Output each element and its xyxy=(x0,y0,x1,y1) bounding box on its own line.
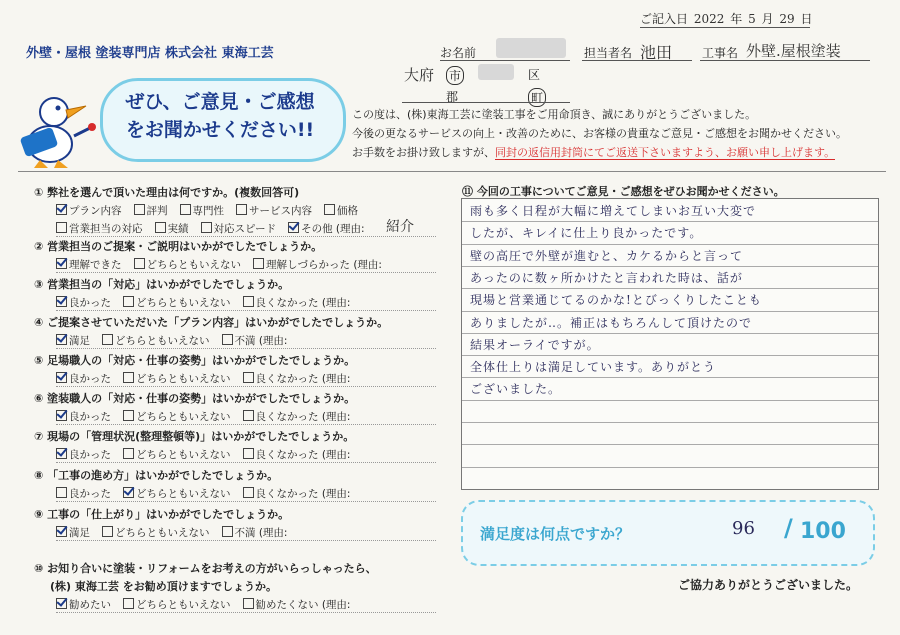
reason-underline xyxy=(56,310,436,311)
comment-rule xyxy=(462,266,878,267)
question-2-options xyxy=(56,257,394,272)
option-checkbox[interactable] xyxy=(243,411,351,423)
option-checkbox[interactable] xyxy=(123,297,231,309)
checked-box-icon xyxy=(56,204,67,215)
empty-box-icon xyxy=(243,448,254,459)
comment-rule xyxy=(462,244,878,245)
option-label: 良かった xyxy=(69,297,111,309)
comment-line: あったのに数ヶ所かけたと言われた時は、話が xyxy=(470,271,743,285)
option-checkbox[interactable] xyxy=(324,205,358,217)
staff-underline xyxy=(582,60,692,61)
comment-line: したが、キレイに仕上り良かったです。 xyxy=(470,226,703,240)
option-checkbox[interactable] xyxy=(243,599,351,611)
option-checkbox[interactable] xyxy=(56,223,143,235)
reason-underline xyxy=(56,236,436,237)
question-3-options xyxy=(56,295,362,310)
date-underline xyxy=(640,27,810,28)
option-checkbox[interactable] xyxy=(56,411,111,423)
callout-text: ぜひ、ご意見・ご感想 をお聞かせください!! xyxy=(125,91,315,141)
option-checkbox[interactable] xyxy=(123,449,231,461)
address-underline xyxy=(402,102,570,103)
empty-box-icon xyxy=(253,258,264,269)
date-day[interactable]: 29 xyxy=(779,12,795,26)
reason-underline xyxy=(56,424,436,425)
name-label: お名前 xyxy=(440,46,477,60)
empty-box-icon xyxy=(102,526,113,537)
empty-box-icon xyxy=(222,334,233,345)
option-label: プラン内容 xyxy=(69,205,122,217)
checked-box-icon xyxy=(288,222,299,233)
question-8-options xyxy=(56,486,362,501)
comment-line: 現場と営業通じてるのかな!とびっくりしたことも xyxy=(470,293,762,307)
satisfaction-slash: / xyxy=(784,514,793,542)
reason-underline xyxy=(56,501,436,502)
date-month[interactable]: 5 xyxy=(748,12,756,26)
reason-underline xyxy=(56,386,436,387)
checked-box-icon xyxy=(56,448,67,459)
option-label: 良かった xyxy=(69,411,111,423)
option-label: 価格 xyxy=(337,205,358,217)
empty-box-icon xyxy=(243,598,254,609)
empty-box-icon xyxy=(123,410,134,421)
option-label: 理解しづらかった (理由: xyxy=(266,259,382,271)
option-label: 営業担当の対応 xyxy=(69,223,143,235)
empty-box-icon xyxy=(123,296,134,307)
gun-label: 郡 xyxy=(446,90,459,104)
entry-date: ご記入日 2022 年 5 月 29 日 xyxy=(640,12,813,26)
question-1-options xyxy=(56,221,377,236)
empty-box-icon xyxy=(102,334,113,345)
comment-rule xyxy=(462,333,878,334)
option-checkbox[interactable] xyxy=(56,527,90,539)
work-underline xyxy=(700,60,870,61)
comment-rule xyxy=(462,467,878,468)
option-label: どちらともいえない xyxy=(136,373,231,385)
staff-name[interactable]: 池田 xyxy=(640,43,673,62)
option-label: 良くなかった (理由: xyxy=(255,449,351,461)
question-9-title: ⑨ 工事の「仕上がり」はいかがでしたでしょうか。 xyxy=(34,508,290,521)
staff-label: 担当者名 xyxy=(584,46,633,60)
company-name: 外壁・屋根 塗装専門店 株式会社 東海工芸 xyxy=(26,46,274,61)
option-label: どちらともいえない xyxy=(115,527,210,539)
option-label: 良かった xyxy=(69,488,111,500)
checked-box-icon xyxy=(56,526,67,537)
footer-thanks: ご協力ありがとうございました。 xyxy=(678,578,859,592)
option-checkbox[interactable] xyxy=(288,223,364,235)
comment-rule xyxy=(462,377,878,378)
city-hand[interactable]: 大府 xyxy=(404,66,435,84)
option-label: 良くなかった (理由: xyxy=(255,411,351,423)
reason-underline xyxy=(56,462,436,463)
name-redacted xyxy=(496,38,566,58)
option-label: 勧めたくない (理由: xyxy=(255,599,351,611)
name-underline xyxy=(440,60,570,61)
option-checkbox[interactable] xyxy=(155,223,189,235)
option-checkbox[interactable] xyxy=(102,335,210,347)
question-4-options xyxy=(56,333,299,348)
question-4-title: ④ ご提案させていただいた「プラン内容」はいかがでしたでしょうか。 xyxy=(34,316,389,329)
option-checkbox[interactable] xyxy=(123,373,231,385)
intro-line-2: 今後の更なるサービスの向上・改善のために、お客様の貴重なご意見・ご感想をお聞かせください。 xyxy=(352,127,847,140)
option-label: どちらともいえない xyxy=(136,297,231,309)
comment-rule xyxy=(462,355,878,356)
comments-box[interactable] xyxy=(461,198,879,490)
option-checkbox[interactable] xyxy=(243,297,351,309)
comment-rule xyxy=(462,422,878,423)
question-1-title: ① 弊社を選んで頂いた理由は何ですか。(複数回答可) xyxy=(34,186,300,199)
duck-mascot-icon xyxy=(14,88,106,170)
satisfaction-max: 100 xyxy=(800,519,846,544)
comment-rule xyxy=(462,221,878,222)
option-checkbox[interactable] xyxy=(253,259,382,271)
option-checkbox[interactable] xyxy=(102,527,210,539)
option-checkbox[interactable] xyxy=(134,205,168,217)
option-label: 不満 (理由: xyxy=(234,335,288,347)
empty-box-icon xyxy=(134,204,145,215)
empty-box-icon xyxy=(180,204,191,215)
option-label: 対応スピード xyxy=(213,223,277,235)
work-name[interactable]: 外壁.屋根塗装 xyxy=(746,42,841,60)
option-checkbox[interactable] xyxy=(56,373,111,385)
option-label: 良かった xyxy=(69,449,111,461)
checked-box-icon xyxy=(56,410,67,421)
comment-line: 結果オーライですが。 xyxy=(470,338,600,352)
option-checkbox[interactable] xyxy=(222,335,288,347)
intro-line-3: お手数をお掛け致しますが、同封の返信用封筒にてご返送下さいますよう、お願い申し上げます。 xyxy=(352,146,836,159)
option-checkbox[interactable] xyxy=(56,259,122,271)
question-1-options xyxy=(56,203,370,218)
question-7-options xyxy=(56,447,362,462)
comment-line: 雨も多く日程が大幅に増えてしまいお互い大変で xyxy=(470,204,757,218)
question-6-title: ⑥ 塗装職人の「対応・仕事の姿勢」はいかがでしたでしょうか。 xyxy=(34,392,356,405)
option-label: 良くなかった (理由: xyxy=(255,488,351,500)
comment-rule xyxy=(462,400,878,401)
question-2-title: ② 営業担当のご提案・ご説明はいかがでしたでしょうか。 xyxy=(34,240,323,253)
comment-line: 全体仕上りは満足しています。ありがとう xyxy=(470,360,717,374)
empty-box-icon xyxy=(56,487,67,498)
empty-box-icon xyxy=(201,222,212,233)
satisfaction-score[interactable]: 96 xyxy=(732,518,755,539)
comment-rule xyxy=(462,311,878,312)
checked-box-icon xyxy=(56,334,67,345)
ward-label: 区 xyxy=(528,68,541,82)
option-checkbox[interactable] xyxy=(201,223,277,235)
comment-line: ございました。 xyxy=(470,382,562,396)
option-label: 良かった xyxy=(69,373,111,385)
option-checkbox[interactable] xyxy=(222,527,288,539)
option-checkbox[interactable] xyxy=(56,335,90,347)
empty-box-icon xyxy=(123,372,134,383)
city-label: 市 xyxy=(446,66,464,85)
option-label: 専門性 xyxy=(192,205,224,217)
question-10-title-2: (株) 東海工芸 をお勧め頂けますでしょうか。 xyxy=(50,580,278,593)
option-label: 良くなかった (理由: xyxy=(255,373,351,385)
comment-line: ありましたが‥。補正はもちろんして頂けたので xyxy=(470,316,753,330)
option-checkbox[interactable] xyxy=(134,259,242,271)
satisfaction-label: 満足度は何点ですか？ xyxy=(480,525,631,543)
question-10-options xyxy=(56,597,362,612)
reason-underline xyxy=(56,272,436,273)
option-label: 良くなかった (理由: xyxy=(255,297,351,309)
option-label: 実績 xyxy=(167,223,189,235)
checked-box-icon xyxy=(56,598,67,609)
question-3-title: ③ 営業担当の「対応」はいかがでしたでしょうか。 xyxy=(34,278,290,291)
option-checkbox[interactable] xyxy=(56,297,111,309)
option-checkbox[interactable] xyxy=(236,205,312,217)
option-checkbox[interactable] xyxy=(123,599,231,611)
option-label: どちらともいえない xyxy=(136,599,231,611)
empty-box-icon xyxy=(236,204,247,215)
option-label: どちらともいえない xyxy=(115,335,210,347)
option-checkbox[interactable] xyxy=(243,449,351,461)
work-label: 工事名 xyxy=(702,46,739,60)
option-checkbox[interactable] xyxy=(56,449,111,461)
question-8-title: ⑧ 「工事の進め方」はいかがでしたでしょうか。 xyxy=(34,469,279,482)
option-label: サービス内容 xyxy=(249,205,312,217)
option-checkbox[interactable] xyxy=(56,205,122,217)
option-checkbox[interactable] xyxy=(123,411,231,423)
empty-box-icon xyxy=(222,526,233,537)
option-checkbox[interactable] xyxy=(243,373,351,385)
reason-underline xyxy=(56,348,436,349)
option-label: 満足 xyxy=(69,527,90,539)
question-5-title: ⑤ 足場職人の「対応・仕事の姿勢」はいかがでしたでしょうか。 xyxy=(34,354,356,367)
empty-box-icon xyxy=(324,204,335,215)
other-reason-note[interactable]: 紹介 xyxy=(386,219,414,235)
comment-rule xyxy=(462,444,878,445)
option-checkbox[interactable] xyxy=(56,599,111,611)
empty-box-icon xyxy=(134,258,145,269)
reason-underline xyxy=(56,612,436,613)
option-label: 不満 (理由: xyxy=(234,527,288,539)
option-label: 理解できた xyxy=(69,259,122,271)
comment-rule xyxy=(462,288,878,289)
option-label: 勧めたい xyxy=(69,599,111,611)
empty-box-icon xyxy=(123,448,134,459)
option-label: どちらともいえない xyxy=(136,449,231,461)
intro-line-1: この度は、(株)東海工芸に塗装工事をご用命頂き、誠にありがとうございました。 xyxy=(352,108,757,121)
question-7-title: ⑦ 現場の「管理状況(整理整頓等)」はいかがでしたでしょうか。 xyxy=(34,430,355,443)
empty-box-icon xyxy=(243,296,254,307)
option-label: どちらともいえない xyxy=(146,259,241,271)
empty-box-icon xyxy=(155,222,166,233)
option-label: どちらともいえない xyxy=(136,488,231,500)
question-9-options xyxy=(56,525,299,540)
empty-box-icon xyxy=(56,222,67,233)
checked-box-icon xyxy=(56,258,67,269)
empty-box-icon xyxy=(243,487,254,498)
option-checkbox[interactable] xyxy=(243,488,351,500)
address-redacted xyxy=(478,64,514,80)
option-label: 評判 xyxy=(146,205,168,217)
empty-box-icon xyxy=(243,372,254,383)
date-year[interactable]: 2022 xyxy=(693,12,725,26)
empty-box-icon xyxy=(243,410,254,421)
checked-box-icon xyxy=(123,487,134,498)
checked-box-icon xyxy=(56,296,67,307)
checked-box-icon xyxy=(56,372,67,383)
reason-underline xyxy=(56,540,436,541)
option-checkbox[interactable] xyxy=(56,488,111,500)
question-5-options xyxy=(56,371,362,386)
question-10-title: ⑩ お知り合いに塗装・リフォームをお考えの方がいらっしゃったら、 xyxy=(34,562,377,575)
question-6-options xyxy=(56,409,362,424)
option-label: その他 (理由: xyxy=(301,223,365,235)
empty-box-icon xyxy=(123,598,134,609)
option-label: どちらともいえない xyxy=(136,411,231,423)
header-divider xyxy=(18,171,886,172)
town-label: 町 xyxy=(528,88,546,107)
option-label: 満足 xyxy=(69,335,90,347)
option-checkbox[interactable] xyxy=(123,488,231,500)
comment-line: 壁の高圧で外壁が進むと、カケるからと言って xyxy=(470,249,744,263)
option-checkbox[interactable] xyxy=(180,205,225,217)
comments-title: ⑪ 今回の工事についてご意見・ご感想をぜひお聞かせください。 xyxy=(462,185,785,198)
